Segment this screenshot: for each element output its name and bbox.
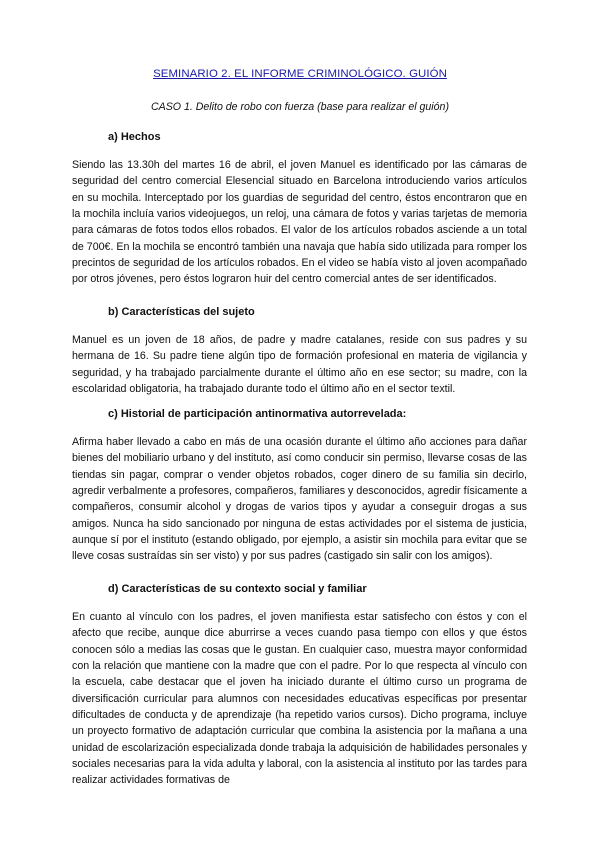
- section-body-historial: Afirma haber llevado a cabo en más de una ocasión durante el último año acciones para dañar bienes del mobiliario urbano y del instituto, así como conducir sin permiso, llevarse cosas de las tiendas sin pagar, comprar o vender objetos robados, coger dinero de su familia sin decirlo, agredir verbalmente a profesores, compañeros, familiares y desconocidos, agredir físicamente a compañeros, consumir alcohol y drogas de varios tipos y ayudar a conseguir drogas a sus amigos. Nunca ha sido sancionado por ninguna de estas actividades por el sistema de justicia, aunque sí por el instituto (estando obligado, por ejemplo, a asistir sin mochila para evitar que se lleve cosas sustraídas sin ser visto) y por sus padres (castigado sin salir con los amigos).: [72, 436, 527, 563]
- section-body-hechos: Siendo las 13.30h del martes 16 de abril, el joven Manuel es identificado por las cámaras de seguridad del centro comercial Elesencial situado en Barcelona introduciendo varios artículos en su mochila. Interceptado por los guardias de seguridad del centro, éstos encontraron que en la mochila incluía varios videojuegos, un reloj, una cámara de fotos y varias tarjetas de memoria para cámaras de fotos todos ellos robados. El valor de los artículos robados asciende a un total de 700€. En la mochila se encontró también una navaja que había sido utilizada para romper los precintos de seguridad de los artículos robados. En el video se había visto al joven acompañado por otros jóvenes, pero éstos lograron huir del centro comercial antes de ser identificados.: [72, 159, 527, 286]
- section-heading-contexto: d) Características de su contexto social y familiar: [108, 583, 367, 595]
- section-body-contexto: En cuanto al vínculo con los padres, el joven manifiesta estar satisfecho con éstos y con el afecto que recibe, aunque dice aburrirse a veces cuando pasa tiempo con ellos y que éstos conocen sólo a medias las cosas que le gustan. En cualquier caso, muestra mayor conformidad con la relación que mantiene con la madre que con el padre. Por lo que respecta al vínculo con la escuela, cabe destacar que el joven ha iniciado durante el último curso un programa de diversificación curricular para alumnos con necesidades educativas específicas por presentar dificultades de conducta y de aprendizaje (ha repetido varios cursos). Dicho programa, incluye un proyecto formativo de adaptación curricular que combina la asistencia por la mañana a una unidad de escolarización especializada donde trabaja la adquisición de habilidades personales y sociales necesarias para la vida adulta y laboral, con la asistencia al instituto por las tardes para realizar actividades formativas de: [72, 611, 527, 787]
- document-title[interactable]: SEMINARIO 2. EL INFORME CRIMINOLÓGICO. GUIÓN: [153, 68, 447, 80]
- section-heading-historial: c) Historial de participación antinormativa autorrevelada:: [108, 408, 407, 420]
- section-heading-hechos: a) Hechos: [108, 131, 161, 143]
- section-heading-sujeto: b) Características del sujeto: [108, 306, 255, 318]
- section-body-sujeto: Manuel es un joven de 18 años, de padre y madre catalanes, reside con sus padres y su hermana de 16. Su padre tiene algún tipo de formación profesional en materia de vigilancia y seguridad, y ha trabajado parcialmente durante el último año en ese sector; su madre, con la escolaridad obligatoria, ha trabajado durante todo el último año en el sector textil.: [72, 334, 527, 396]
- document-subtitle: CASO 1. Delito de robo con fuerza (base para realizar el guión): [151, 101, 449, 113]
